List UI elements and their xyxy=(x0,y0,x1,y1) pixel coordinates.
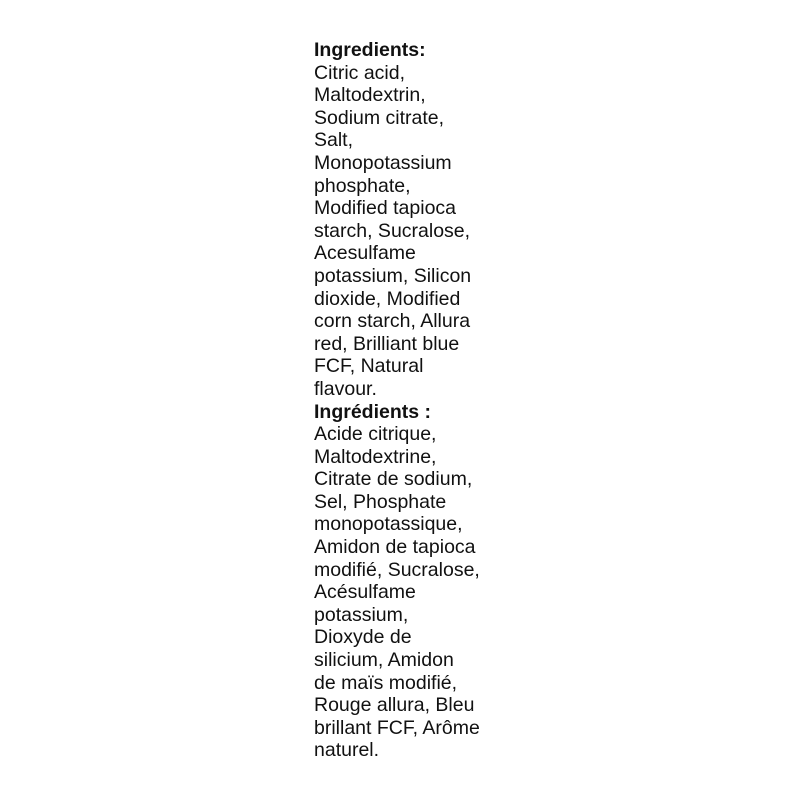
ingredient-line: Citrate de sodium, xyxy=(314,468,473,491)
ingredient-line: Citric acid, xyxy=(314,61,406,84)
ingredient-line: Sel, Phosphate xyxy=(314,490,447,513)
ingredient-line: brillant FCF, Arôme xyxy=(314,716,480,739)
ingredient-line: Salt, xyxy=(314,129,354,152)
ingredient-line: monopotassique, xyxy=(314,513,463,536)
ingredient-line: Maltodextrine, xyxy=(314,445,437,468)
ingredient-line: de maïs modifié, xyxy=(314,671,458,694)
ingredient-line: phosphate, xyxy=(314,174,411,197)
ingredient-line: modifié, Sucralose, xyxy=(314,558,480,581)
ingredients-fr-section xyxy=(314,401,534,763)
ingredient-line: Amidon de tapioca xyxy=(314,536,476,559)
ingredient-line: Modified tapioca xyxy=(314,197,457,220)
ingredient-line: corn starch, Allura xyxy=(314,310,471,333)
ingredients-fr-heading: Ingrédients : xyxy=(314,400,432,423)
ingredient-line: dioxide, Modified xyxy=(314,287,461,310)
ingredient-line: Dioxyde de xyxy=(314,626,412,649)
ingredient-line: potassium, xyxy=(314,603,409,626)
ingredient-line: flavour. xyxy=(314,377,377,400)
ingredient-line: Rouge allura, Bleu xyxy=(314,694,475,717)
ingredient-line: FCF, Natural xyxy=(314,355,424,378)
ingredient-line: silicium, Amidon xyxy=(314,649,454,672)
ingredient-line: Monopotassium xyxy=(314,151,452,174)
ingredients-en-heading: Ingredients: xyxy=(314,39,426,61)
ingredient-line: Maltodextrin, xyxy=(314,84,426,107)
ingredient-line: potassium, Silicon xyxy=(314,264,472,287)
ingredient-line: starch, Sucralose, xyxy=(314,219,471,242)
ingredient-line: Acesulfame xyxy=(314,242,416,265)
ingredient-line: naturel. xyxy=(314,739,380,762)
ingredients-en-section xyxy=(314,39,534,401)
ingredient-line: Acésulfame xyxy=(314,581,416,604)
ingredient-line: Acide citrique, xyxy=(314,423,437,446)
ingredient-line: red, Brilliant blue xyxy=(314,332,460,355)
ingredients-panel xyxy=(314,39,534,762)
ingredient-line: Sodium citrate, xyxy=(314,106,445,129)
